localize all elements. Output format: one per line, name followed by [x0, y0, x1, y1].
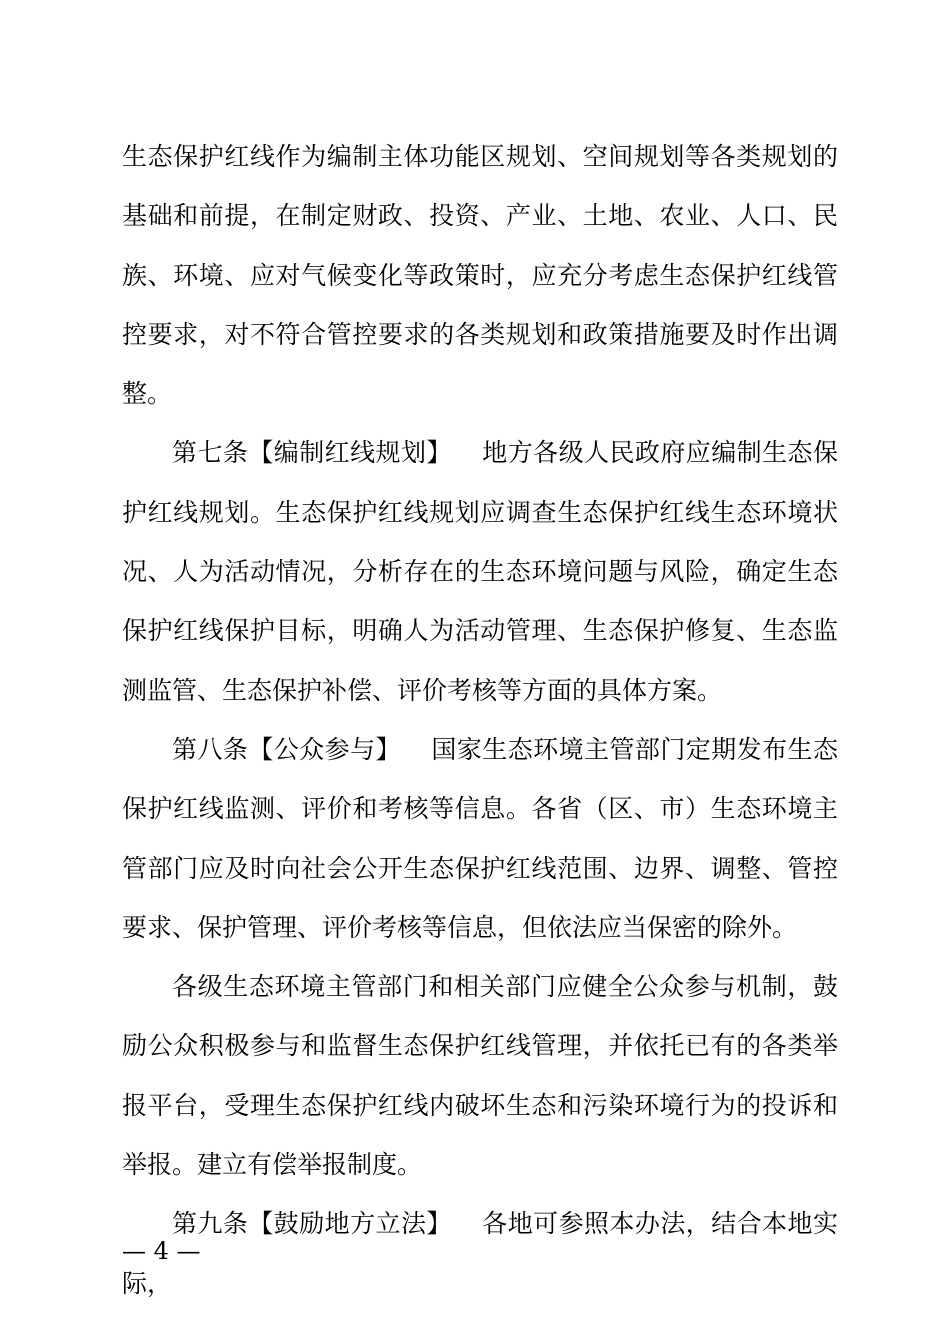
- paragraph-4-text: 各级生态环境主管部门和相关部门应健全公众参与机制，鼓励公众积极参与和监督生态保护红线管理，并依托已有的各类举报平台，受理生态保护红线内破坏生态和污染环境行为的投诉和举报。建立有偿举报制度。: [122, 972, 838, 1180]
- paragraph-5: [122, 1194, 838, 1313]
- paragraph-5-text: 各地可参照本办法，结合本地实际，: [122, 1209, 838, 1298]
- article-7-heading: 第七条【编制红线规划】: [172, 438, 452, 468]
- page-number: — 4 —: [122, 1237, 201, 1265]
- paragraph-1: [122, 127, 838, 423]
- paragraph-4: [122, 957, 838, 1194]
- paragraph-2-text: 地方各级人民政府应编制生态保护红线规划。生态保护红线规划应调查生态保护红线生态环境状况、人为活动情况，分析存在的生态环境问题与风险，确定生态保护红线保护目标，明确人为活动管理、生态保护修复、生态监测监管、生态保护补偿、评价考核等方面的具体方案。: [122, 438, 838, 705]
- article-9-heading: 第九条【鼓励地方立法】: [172, 1209, 452, 1239]
- paragraph-3-text: 国家生态环境主管部门定期发布生态保护红线监测、评价和考核等信息。各省（区、市）生态环境主管部门应及时向社会公开生态保护红线范围、边界、调整、管控要求、保护管理、评价考核等信息，但依法应当保密的除外。: [122, 734, 838, 942]
- document-body: [122, 127, 838, 1313]
- paragraph-1-text: 生态保护红线作为编制主体功能区规划、空间规划等各类规划的基础和前提，在制定财政、投资、产业、土地、农业、人口、民族、环境、应对气候变化等政策时，应充分考虑生态保护红线管控要求，对不符合管控要求的各类规划和政策措施要及时作出调整。: [122, 142, 838, 409]
- article-8-heading: 第八条【公众参与】: [172, 734, 401, 764]
- paragraph-3: [122, 720, 838, 957]
- paragraph-2: [122, 423, 838, 719]
